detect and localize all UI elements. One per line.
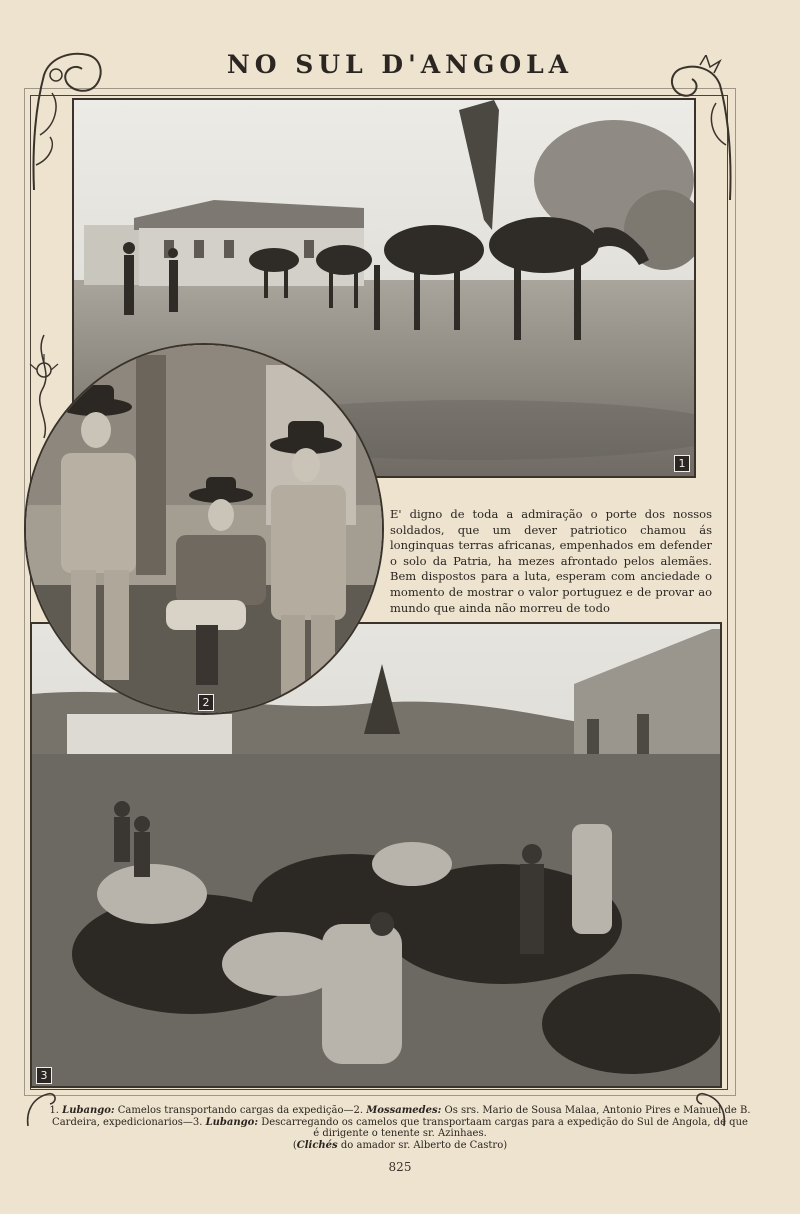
caption-place-lubango: Lubango: bbox=[62, 1105, 115, 1116]
caption-credit: do amador sr. Alberto de Castro) bbox=[340, 1139, 508, 1151]
caption-number: 1. bbox=[49, 1105, 59, 1116]
photo-number-badge: 1 bbox=[674, 455, 690, 472]
photo-caption bbox=[48, 1105, 752, 1151]
caption-place-mossamedes: Mossamedes: bbox=[366, 1105, 442, 1116]
caption-text-2: Os srs. Mario de Sousa Malaa, Antonio Pires e Manuel de B. Cardeira, expedicionarios—3. bbox=[52, 1105, 751, 1128]
article-body-text: E' digno de toda a admiração o porte dos nossos soldados, que um dever patriotico chamou ás longinquas terras africanas, empenhados em defender o solo da Patria, ha mezes afrontado pelos alemães. Bem dispostos para a luta, esperam com anciedade o momento de mostrar o valor portuguez e de provar ao mundo que ainda não morreu de todo bbox=[390, 507, 712, 615]
caption-credit-cliches: Clichés bbox=[296, 1139, 338, 1151]
photo-number-badge: 3 bbox=[36, 1067, 52, 1084]
caption-text-1: Camelos transportando cargas da expedição—2. bbox=[117, 1105, 364, 1116]
caption-place-lubango-2: Lubango: bbox=[205, 1116, 259, 1128]
page-title: NO SUL D'ANGOLA bbox=[226, 50, 574, 79]
caption-credit-open: ( bbox=[292, 1139, 297, 1151]
photo-officers-image bbox=[26, 345, 382, 713]
photo-officers-oval bbox=[24, 343, 384, 715]
page-number: 825 bbox=[388, 1160, 412, 1174]
photo-number-badge: 2 bbox=[198, 694, 214, 711]
caption-text-3: Descarregando os camelos que transportaam cargas para a expedição do Sul de Angola, de que é dirigente o tenente sr. Azinhaes. bbox=[261, 1116, 748, 1139]
